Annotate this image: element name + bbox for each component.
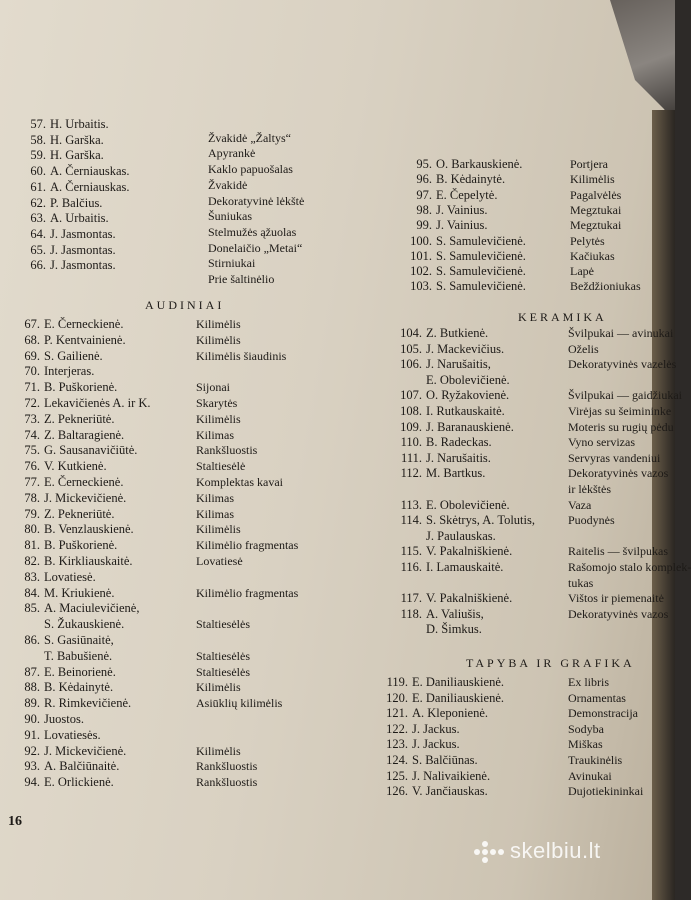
- catalog-entry: [10, 333, 126, 347]
- watermark-logo-icon: [474, 841, 504, 863]
- catalog-entry: [10, 317, 123, 331]
- entry-title: Miškas: [568, 737, 603, 752]
- entry-author: A. Černiauskas.: [50, 179, 130, 194]
- section-heading-keramika: KERAMIKA: [518, 310, 607, 324]
- entry-number: 80.: [24, 522, 40, 537]
- entry-author: B. Puškorienė.: [44, 538, 118, 553]
- entry-title: Kilimėlio fragmentas: [196, 585, 299, 600]
- entry-author: D. Šimkus.: [426, 622, 482, 637]
- catalog-entry: [392, 466, 485, 480]
- catalog-entry: [10, 554, 133, 568]
- entry-author: A. Balčiūnaitė.: [44, 759, 120, 774]
- entry-author: S. Samulevičienė.: [436, 248, 526, 263]
- catalog-entry: [402, 203, 488, 217]
- catalog-entry: [378, 753, 478, 767]
- entry-author: J. Jackus.: [412, 721, 460, 736]
- catalog-entry: [16, 164, 130, 178]
- section-heading-tapyba: TAPYBA IR GRAFIKA: [466, 656, 635, 670]
- entry-author: P. Balčius.: [50, 195, 103, 210]
- entry-author: J. Vainius.: [436, 202, 488, 217]
- entry-title: Kilimėlis: [196, 522, 241, 537]
- catalog-entry: [10, 712, 84, 726]
- entry-author: E. Daniliauskienė.: [412, 675, 504, 689]
- entry-title: Kilimėlio fragmentas: [196, 538, 299, 553]
- entry-title: Kilimėlis: [196, 680, 241, 695]
- entry-number: 84.: [24, 585, 40, 600]
- entry-title: Kačiukas: [570, 248, 615, 263]
- catalog-entry: [378, 737, 460, 751]
- entry-number: 90.: [24, 712, 40, 726]
- entry-number: 79.: [24, 506, 40, 521]
- entry-title: Kaklo papuošalas: [208, 162, 293, 177]
- catalog-entry: [16, 243, 116, 257]
- entry-title: Stirniukai: [208, 256, 256, 271]
- catalog-entry: [10, 412, 114, 426]
- entry-number: 57.: [30, 117, 46, 131]
- entry-number: 78.: [24, 490, 40, 505]
- entry-author: I. Lamauskaitė.: [426, 560, 504, 574]
- entry-number: 94.: [24, 775, 40, 790]
- entry-title: Beždžioniukas: [570, 279, 641, 294]
- catalog-entry: [10, 538, 117, 552]
- entry-number: 110.: [400, 435, 422, 450]
- entry-number: 108.: [400, 404, 422, 418]
- entry-title: Megztukai: [570, 202, 622, 217]
- entry-author: I. Rutkauskaitė.: [426, 404, 505, 418]
- entry-number: 118.: [400, 606, 422, 621]
- entry-number: 83.: [24, 569, 40, 584]
- catalog-entry: [392, 498, 510, 512]
- catalog-entry: [392, 435, 492, 449]
- entry-author: Lovatiesė.: [44, 569, 96, 584]
- entry-number: 82.: [24, 554, 40, 568]
- catalog-entry: [10, 570, 96, 584]
- entry-number: 91.: [24, 727, 40, 742]
- catalog-entry: [378, 722, 460, 736]
- entry-author: S. Balčiūnas.: [412, 753, 478, 767]
- catalog-entry: [10, 459, 107, 473]
- entry-author: B. Venzlauskienė.: [44, 522, 134, 537]
- catalog-entry: [402, 249, 526, 263]
- entry-title: Pagalvėlės: [570, 187, 622, 202]
- entry-number: 126.: [386, 784, 408, 799]
- entry-number: 68.: [24, 332, 40, 347]
- entry-author: J. Jasmontas.: [50, 226, 116, 241]
- entry-title: Rankšluostis: [196, 775, 258, 790]
- page-number: 16: [8, 814, 22, 829]
- entry-number: 122.: [386, 721, 408, 736]
- catalog-entry: [10, 728, 101, 742]
- entry-number: 125.: [386, 768, 408, 783]
- entry-author: J. Jasmontas.: [50, 258, 116, 273]
- entry-author: S. Samulevičienė.: [436, 264, 526, 279]
- entry-author: J. Jasmontas.: [50, 242, 116, 257]
- entry-number: 59.: [30, 148, 46, 163]
- entry-author: H. Garška.: [50, 148, 104, 163]
- entry-number: 99.: [416, 218, 432, 233]
- entry-author: E. Čepelytė.: [436, 187, 498, 202]
- entry-author: B. Puškorienė.: [44, 380, 118, 395]
- entry-title: Ex libris: [568, 675, 609, 689]
- catalog-entry: [378, 784, 488, 798]
- entry-author: H. Urbaitis.: [50, 117, 109, 131]
- entry-author: V. Kutkienė.: [44, 459, 107, 474]
- entry-title: Rankšluostis: [196, 443, 258, 458]
- catalog-entry: [16, 274, 50, 288]
- entry-title: Asiūklių kilimėlis: [196, 696, 283, 711]
- entry-author: J. Baranauskienė.: [426, 419, 514, 434]
- entry-number: 65.: [30, 242, 46, 257]
- entry-number: 96.: [416, 172, 432, 187]
- entry-title: Kilimėlis: [196, 411, 241, 426]
- book-edge: [652, 110, 675, 900]
- entry-title: Dekoratyvinė lėkštė: [208, 193, 305, 208]
- catalog-entry: [392, 357, 491, 371]
- entry-title: Donelaičio „Metai“: [208, 240, 303, 255]
- entry-title: Virėjas su šeimininke: [568, 404, 672, 418]
- entry-author: B. Kėdainytė.: [436, 172, 506, 187]
- entry-number: 71.: [24, 380, 40, 395]
- entry-title: Oželis: [568, 341, 599, 356]
- catalog-entry: [392, 513, 535, 527]
- catalog-entry: [378, 706, 488, 720]
- entry-number: 121.: [386, 706, 408, 721]
- entry-number: 60.: [30, 164, 46, 179]
- entry-number: 92.: [24, 743, 40, 758]
- entry-number: 105.: [400, 341, 422, 356]
- catalog-entry: [402, 279, 526, 293]
- entry-author: S. Gasiūnaitė,: [44, 633, 114, 647]
- catalog-entry: [392, 607, 484, 621]
- entry-number: 70.: [24, 364, 40, 379]
- watermark-text: skelbiu.lt: [510, 838, 601, 863]
- catalog-entry: [402, 188, 497, 202]
- catalog-entry: [10, 617, 124, 631]
- entry-author: A. Maciulevičienė,: [44, 601, 140, 616]
- catalog-entry: [402, 234, 526, 248]
- entry-author: M. Kriukienė.: [44, 585, 115, 600]
- entry-number: 111.: [401, 450, 422, 465]
- entry-title: Megztukai: [570, 218, 622, 233]
- catalog-entry: [10, 759, 119, 773]
- entry-number: 109.: [400, 419, 422, 434]
- catalog-entry: [10, 633, 114, 647]
- entry-title: Žvakidė „Žaltys“: [208, 130, 291, 145]
- entry-number: 87.: [24, 664, 40, 679]
- entry-number: 124.: [386, 753, 408, 767]
- catalog-entry: [10, 744, 126, 758]
- entry-number: 114.: [400, 513, 422, 528]
- entry-author: V. Pakalniškienė.: [426, 544, 513, 559]
- entry-number: 115.: [400, 544, 422, 559]
- entry-number: 112.: [400, 466, 422, 481]
- section-heading-audiniai: AUDINIAI: [145, 298, 225, 312]
- entry-author: S. Žukauskienė.: [44, 617, 125, 632]
- catalog-entry: [392, 420, 514, 434]
- entry-author: O. Ryžakovienė.: [426, 388, 510, 403]
- entry-number: 75.: [24, 443, 40, 458]
- catalog-entry: [378, 675, 504, 689]
- watermark: [474, 838, 601, 864]
- catalog-entry: [10, 349, 103, 363]
- entry-author: S. Skėtrys, A. Tolutis,: [426, 513, 535, 528]
- entry-author: V. Pakalniškienė.: [426, 591, 513, 606]
- catalog-entry: [10, 522, 134, 536]
- catalog-entry: [402, 218, 488, 232]
- entry-author: A. Černiauskas.: [50, 164, 130, 179]
- entry-number: 97.: [416, 187, 432, 202]
- entry-title: Dekoratyvinės vazos: [568, 466, 669, 481]
- catalog-entry: [16, 227, 116, 241]
- catalog-entry: [10, 696, 131, 710]
- entry-title: Rašomojo stalo komplek-: [568, 560, 691, 574]
- catalog-entry: [392, 326, 488, 340]
- entry-author: Z. Butkienė.: [426, 326, 489, 340]
- catalog-entry: [10, 665, 116, 679]
- entry-author: E. Černeckienė.: [44, 317, 124, 331]
- entry-number: 107.: [400, 388, 422, 403]
- entry-title: Portjera: [570, 157, 608, 171]
- entry-number: 116.: [400, 560, 422, 574]
- catalog-entry: [392, 529, 496, 543]
- catalog-entry: [378, 769, 490, 783]
- entry-number: 66.: [30, 258, 46, 273]
- entry-number: 101.: [410, 248, 432, 263]
- entry-author: B. Kirkliauskaitė.: [44, 554, 133, 568]
- entry-author: Z. Pekneriūtė.: [44, 506, 115, 521]
- entry-title: Ornamentas: [568, 690, 626, 705]
- entry-title: Žvakidė: [208, 177, 248, 192]
- entry-author: H. Garška.: [50, 132, 104, 147]
- entry-author: J. Mickevičienė.: [44, 743, 127, 758]
- catalog-entry: [392, 342, 504, 356]
- entry-title: Kilimėlis: [196, 332, 241, 347]
- entry-author: J. Narušaitis,: [426, 357, 491, 372]
- catalog-entry: [10, 775, 114, 789]
- entry-number: 120.: [386, 690, 408, 705]
- entry-number: 113.: [400, 497, 422, 512]
- entry-author: J. Vainius.: [436, 218, 488, 233]
- entry-number: 63.: [30, 211, 46, 226]
- entry-title: Apyrankė: [208, 146, 256, 161]
- entry-title: Vištos ir piemenaitė: [568, 591, 664, 606]
- entry-number: 77.: [24, 475, 40, 489]
- catalog-entry: [392, 576, 426, 590]
- entry-title: Pelytės: [570, 233, 605, 248]
- entry-author: J. Narušaitis.: [426, 450, 491, 465]
- entry-author: R. Rimkevičienė.: [44, 696, 132, 711]
- catalog-entry: [392, 404, 505, 418]
- entry-number: 85.: [24, 601, 40, 616]
- entry-author: J. Mickevičienė.: [44, 490, 127, 505]
- entry-author: S. Samulevičienė.: [436, 233, 526, 248]
- entry-author: Z. Baltaragienė.: [44, 427, 125, 442]
- entry-title: Kilimėlis šiaudinis: [196, 348, 287, 363]
- entry-title: Vaza: [568, 497, 592, 512]
- entry-author: J. Jackus.: [412, 737, 460, 752]
- entry-title: Komplektas kavai: [196, 475, 283, 489]
- entry-author: B. Kėdainytė.: [44, 680, 114, 695]
- entry-author: J. Mackevičius.: [426, 341, 505, 356]
- entry-title: Kilimėlis: [196, 317, 241, 331]
- catalog-entry: [402, 157, 522, 171]
- entry-title: Servyras vandeniui: [568, 450, 661, 465]
- entry-author: G. Sausanavičiūtė.: [44, 443, 138, 458]
- entry-number: 102.: [410, 264, 432, 279]
- entry-author: E. Obolevičienė.: [426, 372, 510, 387]
- catalog-entry: [16, 117, 109, 131]
- entry-author: V. Jančiauskas.: [412, 784, 488, 799]
- entry-author: S. Samulevičienė.: [436, 279, 526, 294]
- catalog-entry: [392, 451, 491, 465]
- entry-number: 119.: [386, 675, 408, 689]
- catalog-entry: [392, 482, 426, 496]
- entry-number: 89.: [24, 696, 40, 711]
- entry-number: 88.: [24, 680, 40, 695]
- entry-title: Dekoratyvinės vazelės: [568, 357, 677, 372]
- catalog-entry: [10, 586, 114, 600]
- entry-title: Staltiesėlės: [196, 664, 250, 679]
- catalog-entry: [10, 680, 113, 694]
- catalog-entry: [392, 622, 482, 636]
- entry-title: Prie šaltinėlio: [208, 272, 275, 286]
- entry-title: Raitelis — švilpukas: [568, 544, 668, 559]
- entry-number: 69.: [24, 348, 40, 363]
- entry-title: Švilpukai — gaidžiukai: [568, 388, 682, 403]
- entry-title: Staltiesėlės: [196, 648, 250, 663]
- entry-author: E. Obolevičienė.: [426, 497, 510, 512]
- catalog-entry: [10, 649, 112, 663]
- entry-number: 86.: [24, 633, 40, 647]
- catalog-entry: [402, 172, 505, 186]
- catalog-entry: [10, 443, 137, 457]
- entry-author: S. Gailienė.: [44, 348, 103, 363]
- catalog-entry: [16, 211, 109, 225]
- catalog-entry: [10, 507, 114, 521]
- entry-title: Staltiesėlė: [196, 459, 246, 474]
- entry-title: Kilimėlis: [570, 172, 615, 187]
- entry-number: 74.: [24, 427, 40, 442]
- entry-author: E. Beinorienė.: [44, 664, 116, 679]
- catalog-entry: [16, 133, 104, 147]
- entry-author: T. Babušienė.: [44, 648, 113, 663]
- entry-author: A. Urbaitis.: [50, 211, 109, 226]
- entry-author: A. Valiušis,: [426, 606, 484, 621]
- entry-title: Sijonai: [196, 380, 231, 395]
- entry-author: J. Nalivaikienė.: [412, 768, 491, 783]
- entry-number: 95.: [416, 157, 432, 171]
- entry-title: Lapė: [570, 264, 594, 279]
- catalog-entry: [392, 591, 512, 605]
- entry-number: 72.: [24, 396, 40, 410]
- entry-number: 67.: [24, 317, 40, 331]
- entry-number: 117.: [400, 591, 422, 606]
- entry-author: O. Barkauskienė.: [436, 157, 523, 171]
- catalog-entry: [10, 364, 94, 378]
- catalog-entry: [10, 380, 117, 394]
- entry-title: Šuniukas: [208, 209, 253, 224]
- entry-title: Avinukai: [568, 768, 612, 783]
- entry-title: Kilimas: [196, 490, 234, 505]
- entry-title: Staltiesėlės: [196, 617, 250, 632]
- catalog-entry: [392, 373, 510, 387]
- entry-title: Stelmužės ąžuolas: [208, 224, 297, 239]
- catalog-entry: [392, 544, 512, 558]
- entry-title: Kilimėlis: [196, 743, 241, 758]
- catalog-entry: [16, 180, 130, 194]
- catalog-entry: [16, 258, 116, 272]
- entry-number: 98.: [416, 202, 432, 217]
- entry-number: 64.: [30, 226, 46, 241]
- entry-number: 106.: [400, 357, 422, 372]
- entry-title: Kilimas: [196, 427, 234, 442]
- entry-author: E. Orlickienė.: [44, 775, 114, 790]
- entry-title: Sodyba: [568, 721, 604, 736]
- catalog-entry: [10, 396, 151, 410]
- entry-number: 100.: [410, 233, 432, 248]
- entry-title: Skarytės: [196, 396, 238, 410]
- entry-title: Puodynės: [568, 513, 615, 528]
- entry-author: Juostos.: [44, 712, 84, 726]
- entry-title: Dujotiekininkai: [568, 784, 644, 799]
- catalog-entry: [16, 196, 102, 210]
- entry-number: 62.: [30, 195, 46, 210]
- catalog-entry: [392, 560, 503, 574]
- entry-title: Lovatiesė: [196, 554, 243, 568]
- entry-author: J. Paulauskas.: [426, 528, 496, 543]
- catalog-entry: [16, 148, 104, 162]
- entry-number: 103.: [410, 279, 432, 294]
- entry-author: Lovatiesės.: [44, 727, 101, 742]
- entry-title: ir lėkštės: [568, 482, 611, 496]
- entry-title: Vyno servizas: [568, 435, 635, 450]
- catalog-entry: [10, 491, 126, 505]
- catalog-entry: [392, 388, 509, 402]
- entry-author: Lekavičienės A. ir K.: [44, 396, 151, 410]
- entry-title: Rankšluostis: [196, 759, 258, 774]
- entry-number: 81.: [24, 538, 40, 553]
- entry-number: 58.: [30, 132, 46, 147]
- entry-author: P. Kentvainienė.: [44, 332, 126, 347]
- entry-author: E. Daniliauskienė.: [412, 690, 504, 705]
- entry-author: B. Radeckas.: [426, 435, 492, 450]
- entry-number: 123.: [386, 737, 408, 752]
- entry-title: Kilimas: [196, 506, 234, 521]
- entry-author: E. Černeckienė.: [44, 475, 124, 489]
- entry-number: 73.: [24, 411, 40, 426]
- entry-number: 104.: [400, 326, 422, 340]
- entry-number: 93.: [24, 759, 40, 774]
- entry-number: 61.: [30, 179, 46, 194]
- entry-author: Interjeras.: [44, 364, 95, 379]
- entry-author: M. Bartkus.: [426, 466, 486, 481]
- entry-title: Dekoratyvinės vazos: [568, 606, 669, 621]
- catalog-entry: [10, 475, 123, 489]
- catalog-entry: [402, 264, 526, 278]
- entry-author: Z. Pekneriūtė.: [44, 411, 115, 426]
- entry-number: 76.: [24, 459, 40, 474]
- entry-title: Moteris su rugių pėdu: [568, 419, 674, 434]
- entry-title: Demonstracija: [568, 706, 638, 721]
- catalog-entry: [10, 601, 139, 615]
- catalog-entry: [10, 428, 124, 442]
- entry-title: Švilpukai — avinukai: [568, 326, 674, 340]
- catalog-entry: [378, 691, 504, 705]
- entry-author: A. Kleponienė.: [412, 706, 489, 721]
- entry-title: tukas: [568, 575, 594, 590]
- entry-title: Traukinėlis: [568, 753, 623, 767]
